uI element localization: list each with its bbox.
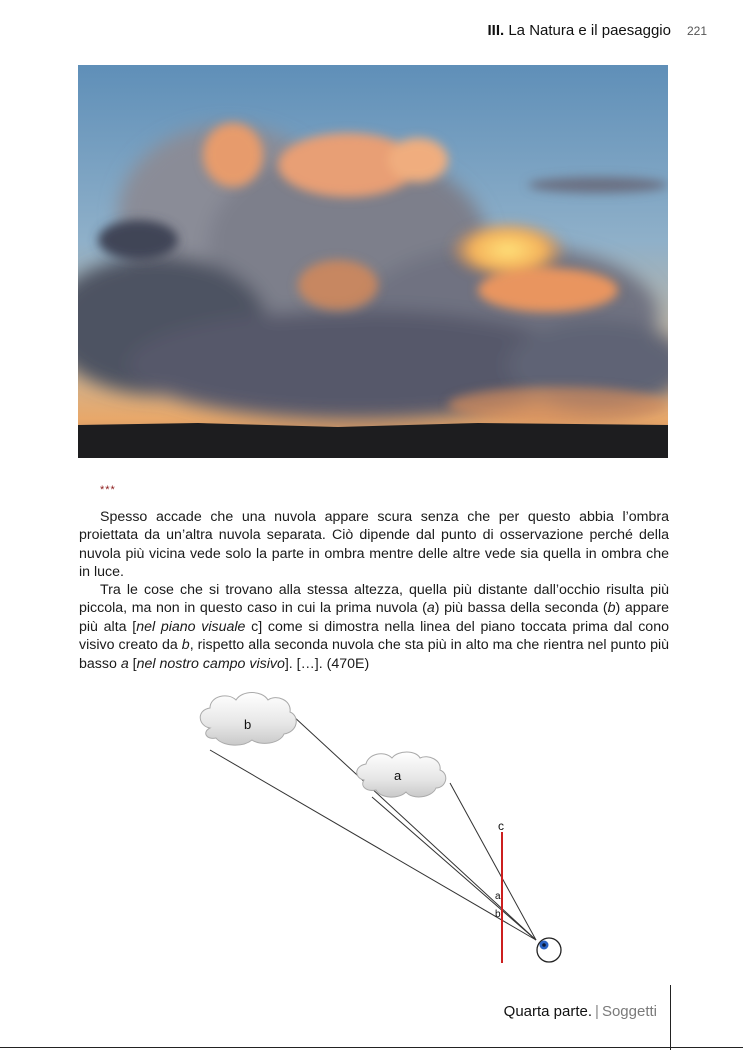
eye-icon (537, 938, 561, 962)
paragraph-2 (79, 581, 669, 673)
paragraph-1-text: Spesso accade che una nuvola appare scura senza che per questo abbia l’ombra proiettata da un’altra nuvola separata. Ciò dipende dal punto di osservazione perché della nuvola più vicina vede solo la parte in ombra mentre delle altre vede sia quella in ombra che in luce. (79, 509, 669, 581)
chapter-title: La Natura e il paesaggio (508, 22, 671, 39)
footer-section: Soggetti (601, 1003, 657, 1020)
paragraph-2-text: Tra le cose che si trovano alla stessa altezza, quella più distante dall’occhio risulta più piccola, ma non in questo caso in cui la prima nuvola ( (79, 582, 669, 617)
cloud-a-ref: a (120, 655, 129, 672)
cloud-a-icon (357, 752, 446, 797)
section-separator: *** (100, 484, 116, 496)
sight-line (450, 783, 536, 940)
paragraph-1 (79, 508, 669, 582)
cloud-b-label: b (244, 717, 252, 732)
cloud-a-label: a (394, 768, 402, 783)
running-header (300, 22, 707, 39)
point-b-label: b (495, 909, 501, 920)
footer-separator: | (595, 1003, 599, 1020)
paragraph-2-text: , rispetto alla seconda nuvola che sta più in alto ma che rientra nel punto più basso (79, 637, 669, 672)
point-a-label: a (495, 891, 501, 902)
paragraph-2-text: ) appare più alta [ (79, 600, 669, 635)
paragraph-2-text: ) più bassa della seconda ( (434, 600, 608, 617)
footer-bottom-rule (0, 1047, 743, 1048)
sight-line (372, 797, 536, 940)
footer-vertical-rule (670, 985, 671, 1050)
footer-part: Quarta parte. (503, 1003, 593, 1020)
chapter-number: III. (487, 22, 505, 39)
chapter-heading (488, 22, 671, 39)
paragraph-2-text: c] come si dimostra nella linea del piano toccata prima dal cono visivo creato da (79, 618, 669, 654)
paragraph-2-text: ]. […]. (470E) (284, 655, 370, 672)
running-footer (504, 1003, 657, 1020)
perspective-diagram (180, 680, 600, 980)
cloud-b-ref: b (181, 637, 190, 654)
italic-gloss: nel nostro campo visivo (136, 655, 285, 672)
cloud-a-ref: a (426, 600, 435, 617)
plane-label: c (498, 819, 504, 833)
cloud-photo (78, 65, 668, 458)
cloud-b-ref: b (607, 600, 616, 617)
italic-gloss: nel piano visuale (136, 618, 246, 635)
page-number: 221 (686, 24, 707, 38)
paragraph-2-text: [ (128, 655, 137, 672)
